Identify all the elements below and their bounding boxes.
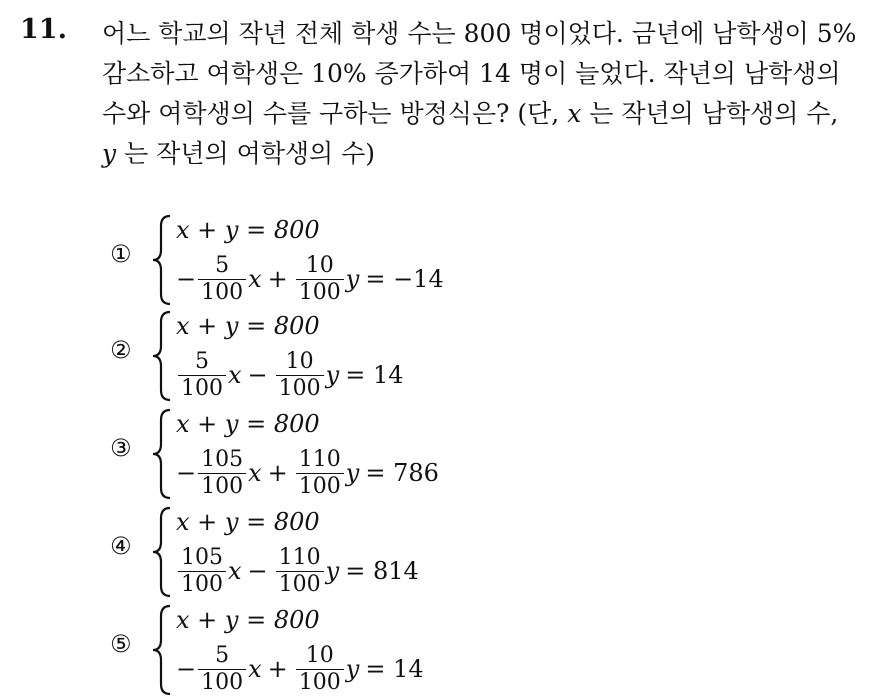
fraction-a [198,643,246,696]
denominator: 100 [296,279,344,306]
fraction-b [276,349,324,402]
denominator: 100 [296,669,344,696]
var-y: y [345,655,360,683]
numerator: 5 [215,252,230,278]
left-brace-icon [150,506,174,598]
operator: − [247,557,268,585]
numerator: 110 [298,446,341,472]
choice-4[interactable] [110,504,510,600]
numerator: 10 [305,642,334,668]
denominator: 100 [178,571,226,598]
numerator: 105 [201,446,244,472]
denominator: 100 [276,571,324,598]
choice-marker: ② [110,336,132,364]
operator: + [267,655,288,683]
denominator: 100 [198,473,246,500]
denominator: 100 [276,375,324,402]
fraction-b [296,643,344,696]
numerator: 105 [181,544,223,570]
fraction-a [198,447,246,500]
denominator: 100 [198,669,246,696]
right-hand-side: = 786 [365,459,439,487]
fraction-b [296,253,344,306]
question-line-4-text: 는 작년의 여학생의 수) [116,139,376,168]
right-hand-side: = 14 [365,655,424,683]
sign: − [176,265,197,293]
denominator: 100 [178,375,226,402]
choice-marker: ③ [110,434,132,462]
numerator: 110 [278,544,321,570]
question-line-2: 감소하고 여학생은 10% 증가하여 14 명이 늘었다. 작년의 남학생의 [102,59,841,88]
numerator: 10 [285,348,314,374]
question-line-1: 어느 학교의 작년 전체 학생 수는 800 명이었다. 금년에 남학생이 5% [102,19,857,48]
operator: + [267,265,288,293]
question-line-3-text: 수와 여학생의 수를 구하는 방정식은? (단, [102,99,568,128]
choice-2[interactable] [110,308,510,404]
question-line-4 [102,134,872,174]
var-x: x [248,655,262,683]
choice-marker: ⑤ [110,630,132,658]
fraction-b [296,447,344,500]
operator: − [247,361,268,389]
equation-1: x + y = 800 [176,410,320,438]
left-brace-icon [150,310,174,402]
var-x: x [248,265,262,293]
equation-2 [176,444,439,502]
right-hand-side: = 14 [345,361,404,389]
right-hand-side: = −14 [365,265,444,293]
left-brace-icon [150,604,174,696]
left-brace-icon [150,214,174,306]
sign: − [176,655,197,683]
var-y: y [345,459,360,487]
question-line-3 [102,94,872,134]
question-line-3-tail: 는 작년의 남학생의 수, [581,99,839,128]
denominator: 100 [296,473,344,500]
var-y: y [325,361,340,389]
choice-5[interactable] [110,602,510,698]
denominator: 100 [198,279,246,306]
fraction-a [198,253,246,306]
equation-1: x + y = 800 [176,606,320,634]
numerator: 5 [215,642,230,668]
choice-1[interactable] [110,212,510,308]
numerator: 10 [305,252,334,278]
fraction-a [178,349,226,402]
sign: − [176,459,197,487]
equation-2 [176,542,419,600]
equation-2 [176,250,444,308]
equation-2 [176,640,424,698]
variable-y: y [102,139,117,168]
question-number: 11. [20,14,67,45]
fraction-b [276,545,324,598]
operator: + [267,459,288,487]
choice-marker: ① [110,240,132,268]
left-brace-icon [150,408,174,500]
var-x: x [248,459,262,487]
fraction-a [178,545,226,598]
equation-1: x + y = 800 [176,508,320,536]
var-x: x [228,361,242,389]
numerator: 5 [195,348,209,374]
equation-1: x + y = 800 [176,216,320,244]
question-text [102,14,872,174]
variable-x: x [567,99,582,128]
var-y: y [345,265,360,293]
choice-marker: ④ [110,532,132,560]
choice-3[interactable] [110,406,510,502]
right-hand-side: = 814 [345,557,419,585]
equation-2 [176,346,404,404]
var-y: y [325,557,340,585]
equation-1: x + y = 800 [176,312,320,340]
var-x: x [228,557,242,585]
